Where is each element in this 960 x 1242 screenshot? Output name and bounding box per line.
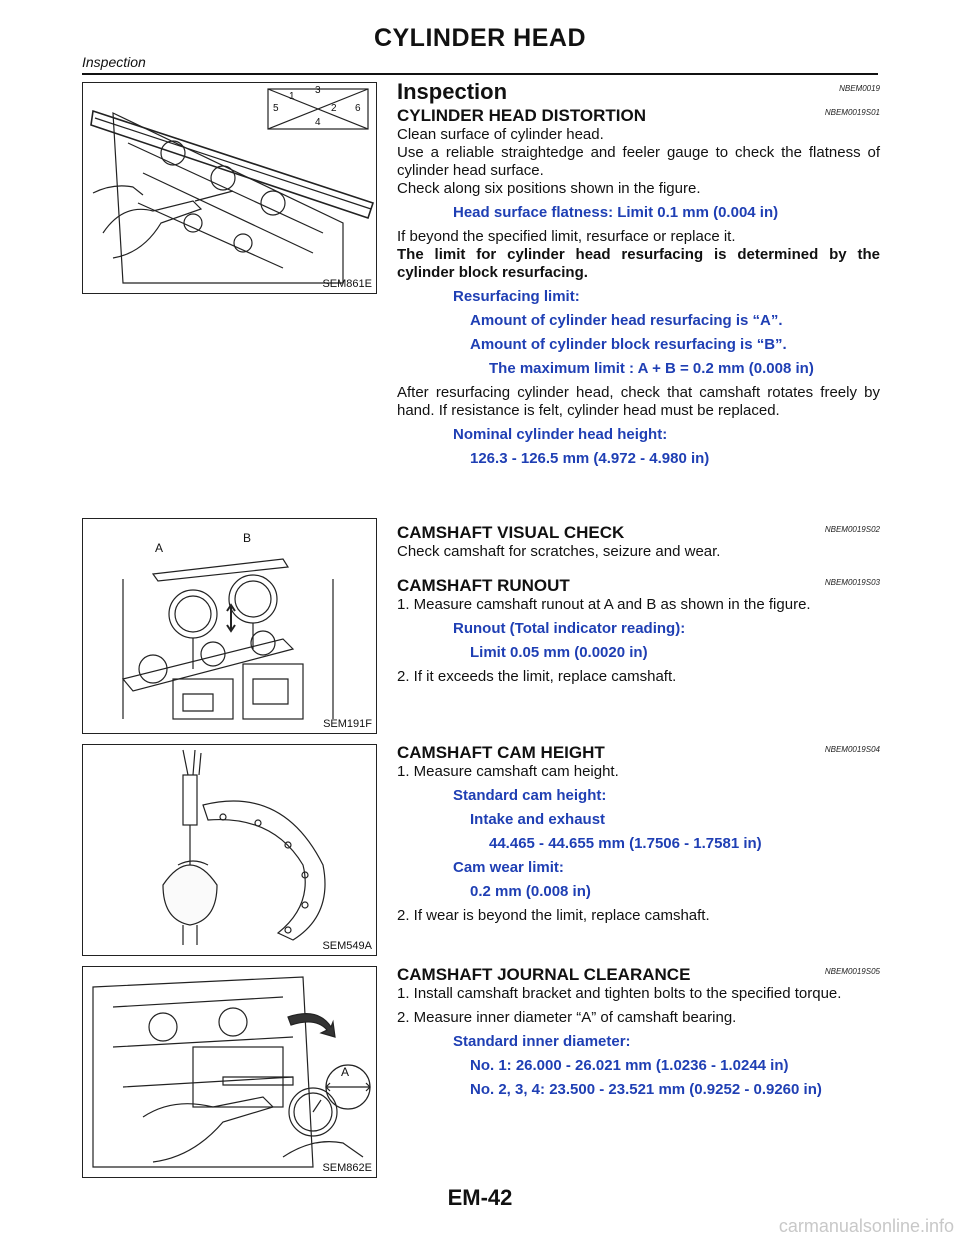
page-title: CYLINDER HEAD [373,24,587,52]
spec-line: Standard inner diameter: [453,1033,631,1050]
marker-a: A [155,541,164,555]
marker-2: 2 [331,103,337,114]
step: 1. Install camshaft bracket and tighten bolts to the specified torque. [397,985,842,1002]
journal-clearance-illustration [83,967,378,1179]
section-journal-clearance [397,965,880,1099]
section-code: NBEM0019 [839,84,880,93]
step: 1. Measure camshaft cam height. [397,763,619,780]
section-heading [397,80,880,104]
subsection-heading [397,523,880,543]
paragraph: Check camshaft for scratches, seizure and wear. [397,543,721,560]
journal-clearance-title: CAMSHAFT JOURNAL CLEARANCE [397,965,691,984]
spec-line: Cam wear limit: [453,859,564,876]
inspection-title: Inspection [397,79,508,104]
subsection-heading [397,965,880,985]
paragraph: Check along six positions shown in the figure. [397,180,701,197]
figure-head-distortion [82,82,377,294]
spec-line: 0.2 mm (0.008 in) [470,883,591,900]
page-number: EM-42 [447,1185,513,1210]
section-runout [397,576,880,686]
subsection-code: NBEM0019S04 [824,745,880,754]
section-visual-check [397,523,880,561]
spec-line: Standard cam height: [453,787,607,804]
subsection-code: NBEM0019S05 [824,967,880,976]
subsection-heading [397,106,880,126]
figure-label: SEM862E [322,1162,372,1174]
spec-line: Amount of cylinder block resurfacing is “B”. [470,336,787,353]
runout-title: CAMSHAFT RUNOUT [397,576,570,595]
paragraph: Clean surface of cylinder head. [397,126,604,143]
header-rule [82,73,878,75]
marker-3: 3 [315,85,321,96]
spec-line: No. 2, 3, 4: 23.500 - 23.521 mm (0.9252 - 0.9260 in) [470,1081,822,1098]
cam-height-title: CAMSHAFT CAM HEIGHT [397,743,605,762]
watermark: carmanualsonline.info [778,1216,954,1236]
subsection-code: NBEM0019S02 [824,525,880,534]
spec-line: 44.465 - 44.655 mm (1.7506 - 1.7581 in) [489,835,762,852]
visual-check-title: CAMSHAFT VISUAL CHECK [397,523,625,542]
spec-line: Amount of cylinder head resurfacing is “A”. [470,312,783,329]
spec-line: Limit 0.05 mm (0.0020 in) [470,644,648,661]
subsection-heading [397,576,880,596]
figure-cam-height [82,744,377,956]
spec-line: No. 1: 26.000 - 26.021 mm (1.0236 - 1.0244 in) [470,1057,789,1074]
subsection-code: NBEM0019S01 [824,108,880,117]
spec-line: Nominal cylinder head height: [453,426,668,443]
marker-1: 1 [289,91,295,102]
step: 2. Measure inner diameter “A” of camshaft bearing. [397,1009,737,1026]
spec-line: Runout (Total indicator reading): [453,620,686,637]
figure-label: SEM861E [322,278,372,290]
figure-camshaft-runout [82,518,377,734]
step: 2. If wear is beyond the limit, replace camshaft. [397,907,710,924]
section-head-distortion [397,80,880,468]
camshaft-runout-illustration [83,519,378,735]
section-cam-height [397,743,880,925]
figure-label: SEM191F [323,718,372,730]
figure-label: SEM549A [322,940,372,952]
paragraph-bold: The limit for cylinder head resurfacing is determined by the cylinder block resurfacing. [397,246,880,281]
step: 1. Measure camshaft runout at A and B as shown in the figure. [397,596,811,613]
spec-line: 126.3 - 126.5 mm (4.972 - 4.980 in) [470,450,710,467]
marker-5: 5 [273,103,279,114]
cam-height-illustration [83,745,378,957]
paragraph: Use a reliable straightedge and feeler gauge to check the flatness of cylinder head surface. [397,144,880,179]
page-subtitle: Inspection [82,54,146,70]
marker-b: B [243,531,252,545]
paragraph: If beyond the specified limit, resurface or replace it. [397,228,736,245]
spec-line: The maximum limit : A + B = 0.2 mm (0.008 in) [489,360,814,377]
paragraph: After resurfacing cylinder head, check that camshaft rotates freely by hand. If resistance is felt, cylinder head must be replaced. [397,384,880,419]
marker-6: 6 [355,103,361,114]
subsection-code: NBEM0019S03 [824,578,880,587]
head-distortion-illustration [83,83,378,295]
subsection-heading [397,743,880,763]
step: 2. If it exceeds the limit, replace camshaft. [397,668,677,685]
spec-line: Head surface flatness: Limit 0.1 mm (0.004 in) [453,204,779,221]
spec-line: Resurfacing limit: [453,288,580,305]
figure-journal-clearance [82,966,377,1178]
marker-4: 4 [315,117,321,128]
marker-a: A [341,1065,350,1079]
head-distortion-title: CYLINDER HEAD DISTORTION [397,106,647,125]
spec-line: Intake and exhaust [470,811,606,828]
